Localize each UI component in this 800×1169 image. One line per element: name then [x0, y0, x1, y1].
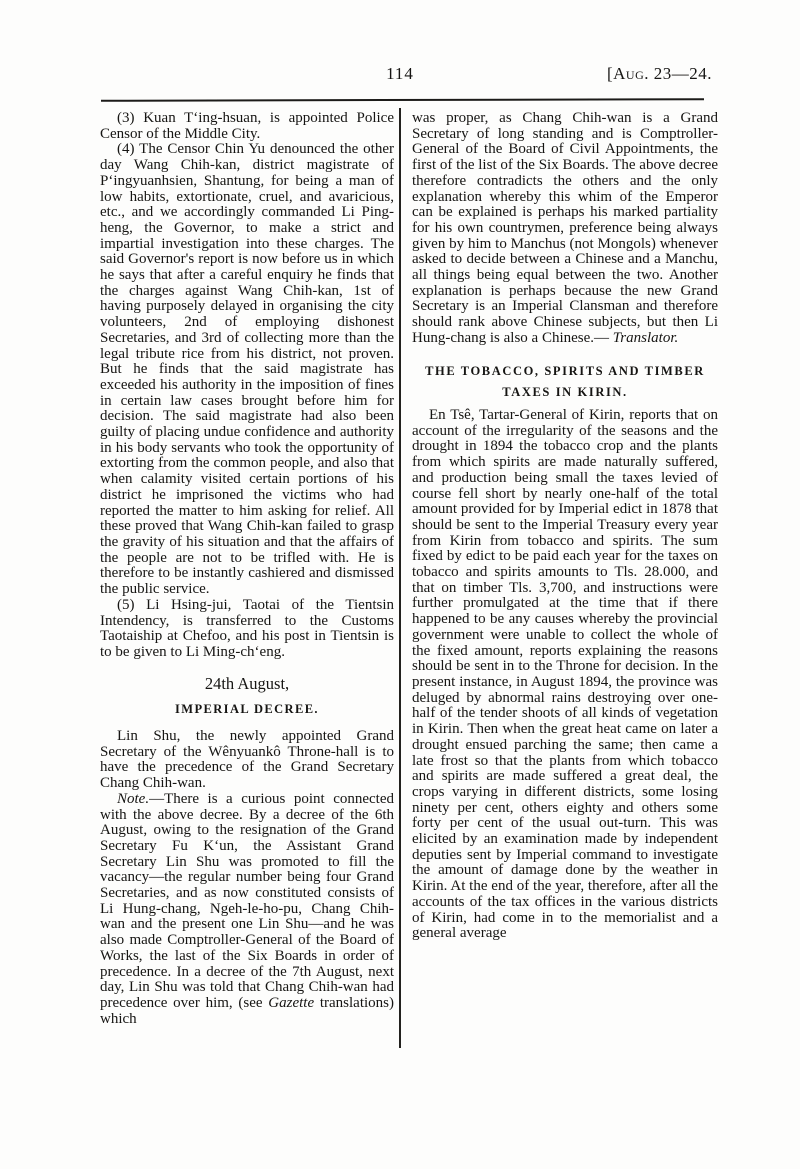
page-number: 114	[386, 64, 414, 83]
section-heading: THE TOBACCO, SPIRITS AND TIMBER TAXES IN KIRIN.	[425, 363, 705, 399]
header-rule	[101, 98, 704, 102]
issue-date-header: [Aug. 23—24.	[606, 64, 712, 83]
date-heading: 24th August,	[204, 673, 290, 693]
decree-heading: IMPERIAL DECREE.	[175, 702, 319, 717]
paragraph: En Tsê, Tartar-General of Kirin, reports that on account of the irregularity of the seasons and the drought in 1894 the tobacco crop and the plants from which spirits are made naturally suffered, and production being small the taxes levied of course fell short by nearly one-half of the total amount provided for by Imperial edict in 1878 that should be sent to the Imperial Treasury every year from Kirin from tobacco and spirits. The sum fixed by edict to be paid each year for the taxes on tobacco and spirits amounts to Tls. 28.000, and that on timber Tls. 3,700, and instructions were further promulgated at the time that if there happened to be any causes whereby the provincial government were unable to collect the whole of the fixed amount, reports explaining the reasons should be sent in to the Throne for decision. In the present instance, in August 1894, the province was deluged by abnormal rains destroying over one-half of the tender shoots of all kinds of vegetation in Kirin. Then when the great heat came on later a drought ensued parching the same; then came a late frost so that the plants from which tobacco and spirits are made suffered a great deal, the crops varying in different districts, some losing ninety per cent, others eighty and others some forty per cent of the usual out-turn. This was elicited by an examination made by independent deputies sent by Imperial command to investigate the amount of damage done by the weather in Kirin. At the end of the year, therefore, after all the accounts of the tax offices in the various districts of Kirin, had come in to the memorialist and a general average	[412, 407, 718, 942]
column-divider	[399, 108, 401, 1048]
right-column	[412, 111, 718, 942]
paragraph: (3) Kuan T‘ing-hsuan, is appointed Police Censor of the Middle City.	[100, 110, 394, 142]
paragraph: Note.—There is a curious point connected with the above decree. By a decree of the 6th August, owing to the resignation of the Grand Secretary Fu K‘un, the Assistant Grand Secretary Lin Shu was promoted to fill the vacancy—the regular number being four Grand Secretaries, and as now constituted consists of Li Hung-chang, Ngeh-le-ho-pu, Chang Chih-wan and the present one Lin Shu—and he was also made Comptroller-General of the Board of Works, the last of the Six Boards in order of precedence. In a decree of the 7th August, next day, Lin Shu was told that Chang Chih-wan had precedence over him, (see Gazette translations) which	[100, 790, 394, 1027]
paragraph: (5) Li Hsing-jui, Taotai of the Tientsin Intendency, is transferred to the Customs Taotaiship at Chefoo, and his post in Tientsin is to be given to Li Ming-ch‘eng.	[100, 596, 394, 660]
left-column	[100, 111, 394, 1027]
paragraph: Lin Shu, the newly appointed Grand Secretary of the Wênyuankô Throne-hall is to have the precedence of the Grand Secretary Chang Chih-wan.	[100, 728, 394, 792]
paragraph: (4) The Censor Chin Yu denounced the other day Wang Chih-kan, district magistrate of P‘ingyuanhsien, Shantung, for being a man of low habits, extortionate, cruel, and avaricious, etc., and we accordingly commanded Li Ping-heng, the Governor, to make a strict and impartial investigation into these charges. The said Governor's report is now before us in which he says that after a careful enquiry he finds that the charges against Wang Chih-kan, 1st of having purposely delayed in organising the city volunteers, 2nd of employing dishonest Secretaries, and 3rd of collecting more than the legal tribute rice from his district, not proven. But he finds that the said magistrate has exceeded his authority in the imposition of fines in certain law cases brought before him for decision. The said magistrate had also been guilty of placing undue confidence and authority in his body servants who took the opportunity of extorting from the common people, and also that when calamity visited certain portions of his district he imprisoned the victims who had reported the matter to him asking for relief. All these proved that Wang Chih-kan failed to grasp the gravity of his situation and that the affairs of the people are not to be trifled with. He is therefore to be instantly cashiered and dismissed the public service.	[100, 141, 394, 598]
paragraph: was proper, as Chang Chih-wan is a Grand Secretary of long standing and is Comptroller-General of the Board of Civil Appointments, the first of the list of the Six Boards. The above decree therefore contradicts the others and the only explanation whereby this whim of the Emperor can be explained is perhaps his marked partiality for his own countrymen, preference being always given by him to Manchus (not Mongols) whenever asked to decide between a Chinese and a Manchu, all things being equal between the two. Another explanation is perhaps because the new Grand Secretary is an Imperial Clansman and therefore should rank above Chinese subjects, but then Li Hung-chang is also a Chinese.— Translator.	[412, 110, 718, 346]
